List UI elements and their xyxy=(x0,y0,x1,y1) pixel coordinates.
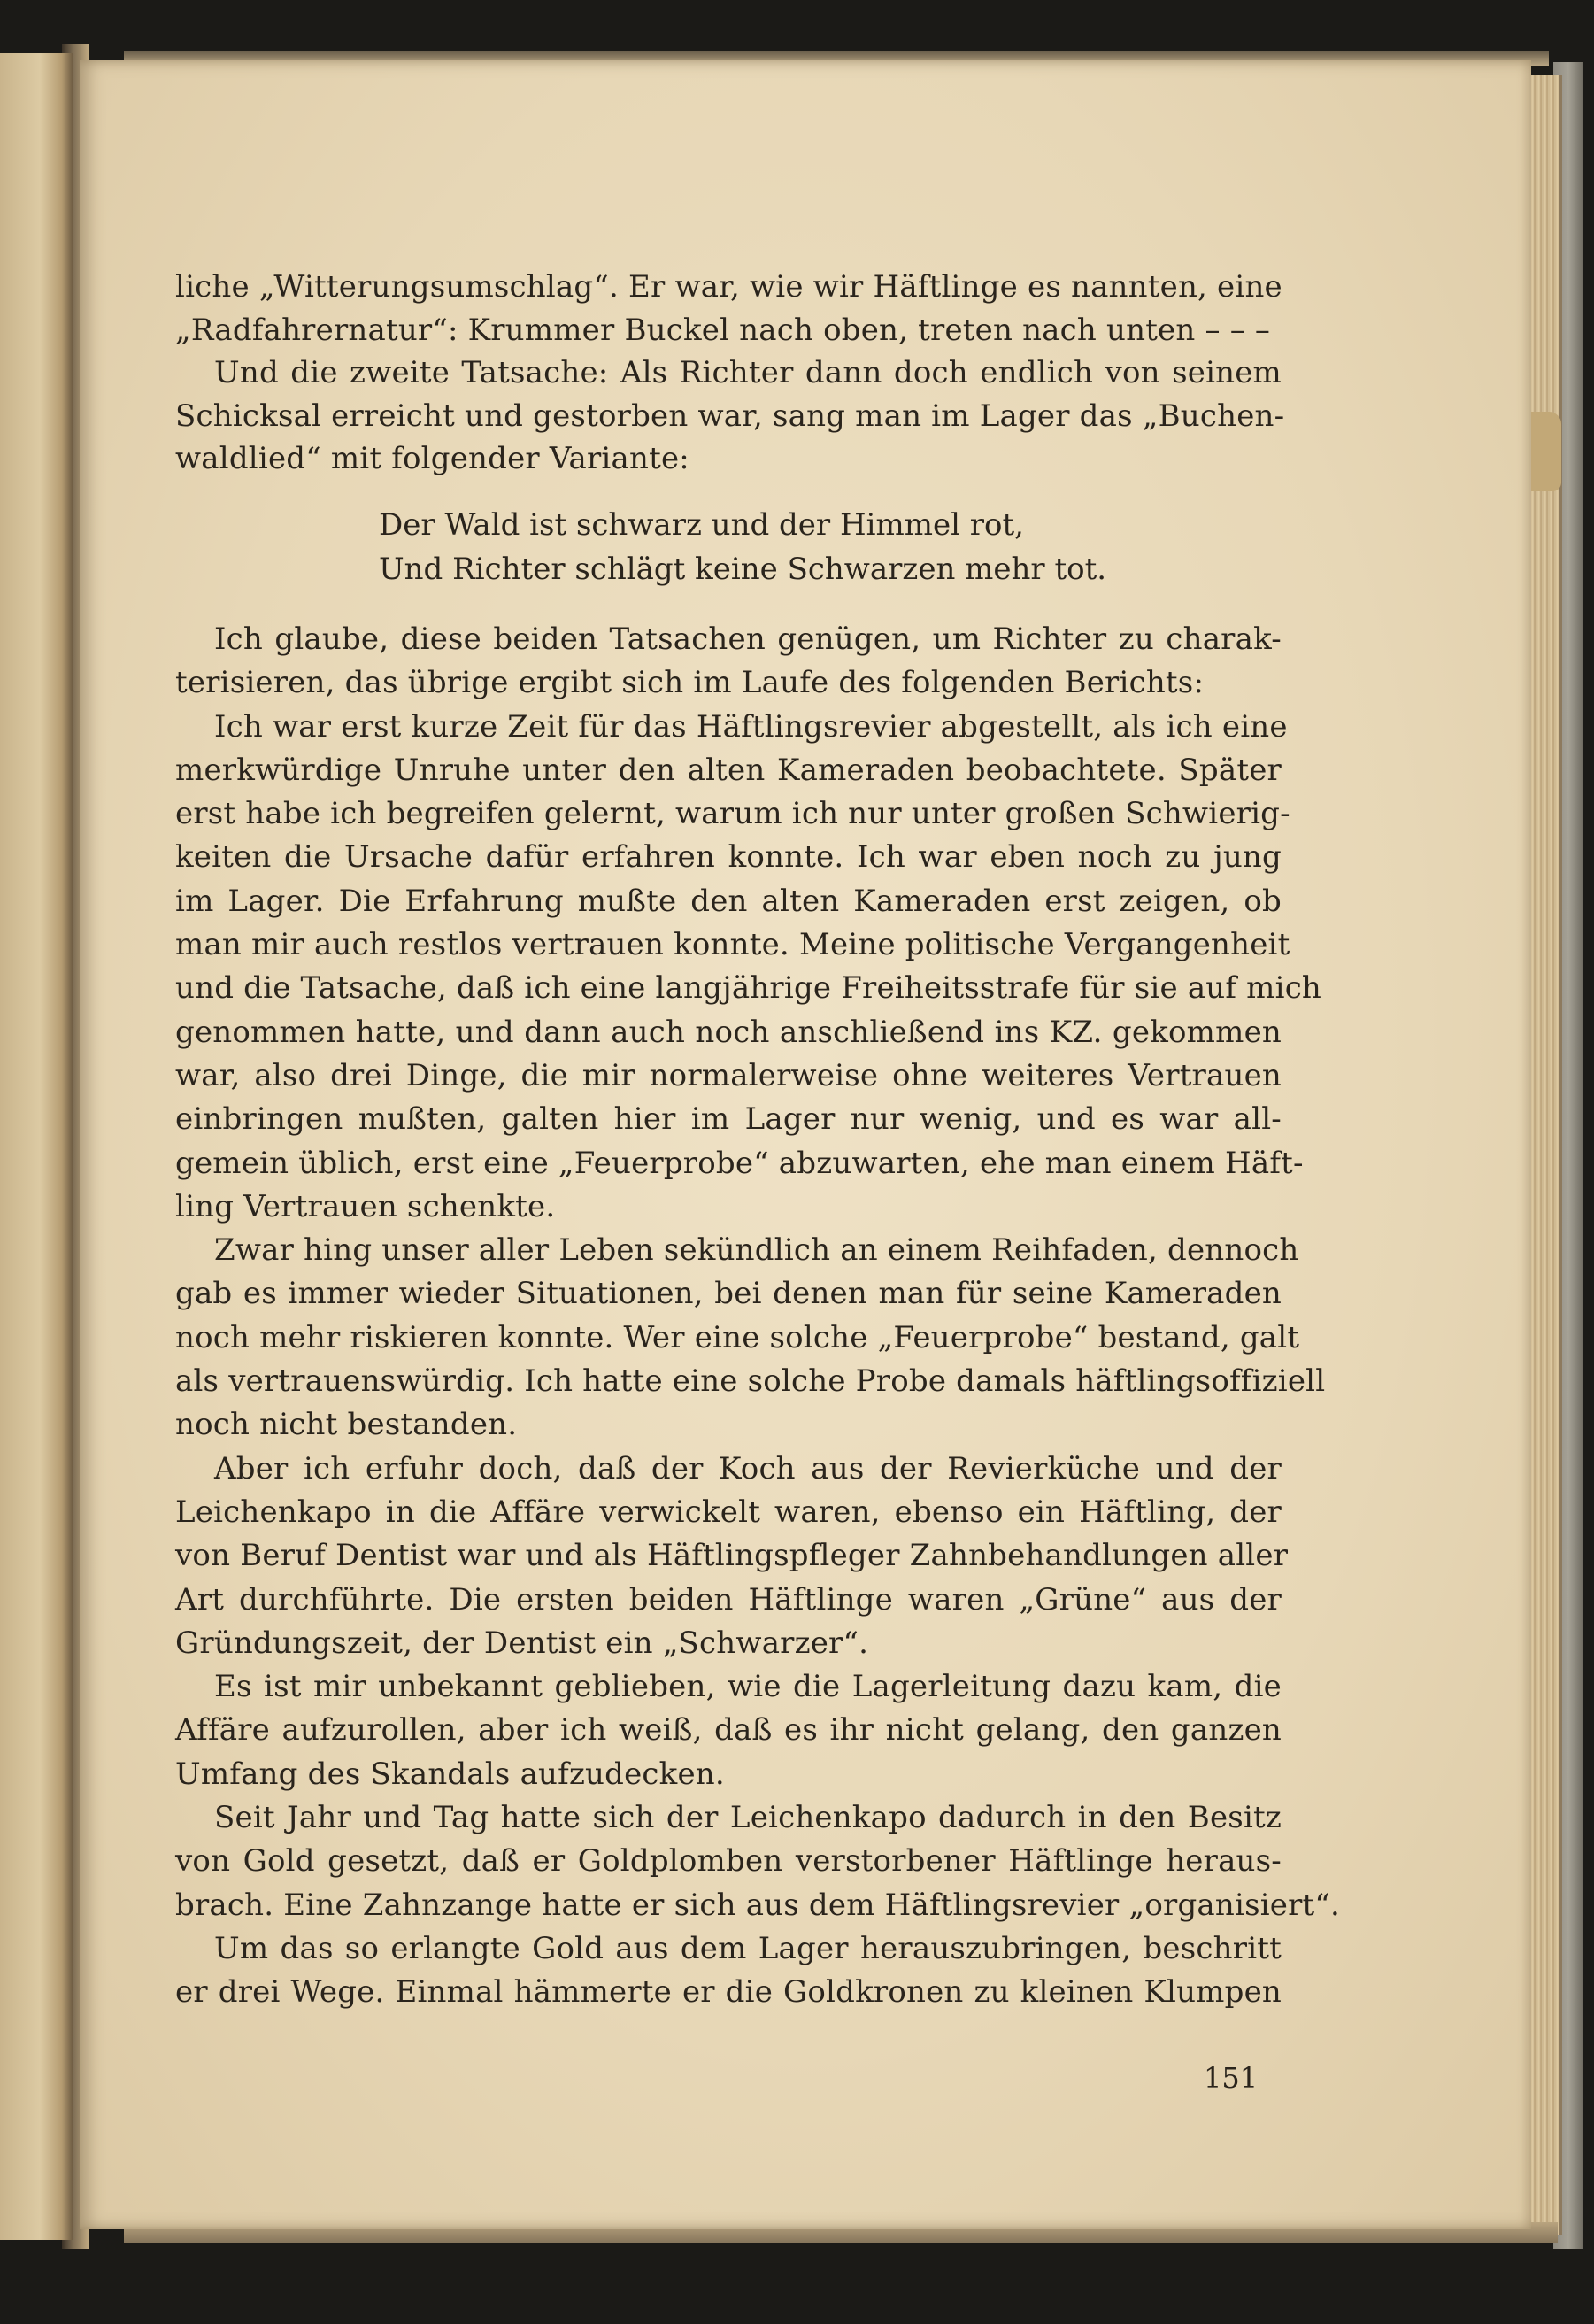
text-line: keiten die Ursache dafür erfahren konnte. Ich war eben noch zu jung xyxy=(175,839,1282,876)
text-line: er drei Wege. Einmal hämmerte er die Goldkronen zu kleinen Klumpen xyxy=(175,1974,1282,2011)
text-line: Leichenkapo in die Affäre verwickelt waren, ebenso ein Häftling, der xyxy=(175,1494,1282,1530)
text-line: einbringen mußten, galten hier im Lager nur wenig, und es war all- xyxy=(175,1101,1282,1138)
text-line: „Radfahrernatur“: Krummer Buckel nach oben, treten nach unten – – – xyxy=(175,312,1271,348)
intro-paragraph xyxy=(175,266,1285,481)
verse-line: Der Wald ist schwarz und der Himmel rot, xyxy=(379,507,1024,543)
text-line: Zwar hing unser aller Leben sekündlich an einem Reihfaden, dennoch xyxy=(214,1232,1299,1269)
text-line: Es ist mir unbekannt geblieben, wie die Lagerleitung dazu kam, die xyxy=(214,1669,1282,1705)
text-line: merkwürdige Unruhe unter den alten Kameraden beobachtete. Später xyxy=(175,752,1282,788)
text-line: genommen hatte, und dann auch noch anschließend ins KZ. gekommen xyxy=(175,1014,1282,1050)
left-page-edge xyxy=(0,53,73,2240)
text-line: erst habe ich begreifen gelernt, warum ich nur unter großen Schwierig- xyxy=(175,796,1290,832)
verse-block xyxy=(379,503,1106,591)
text-line: terisieren, das übrige ergibt sich im Laufe des folgenden Berichts: xyxy=(175,665,1205,701)
text-line: waldlied“ mit folgender Variante: xyxy=(175,441,689,477)
text-line: noch nicht bestanden. xyxy=(175,1407,518,1443)
text-line: Umfang des Skandals aufzudecken. xyxy=(175,1756,725,1792)
text-line: ling Vertrauen schenkte. xyxy=(175,1188,556,1224)
verse-line: Und Richter schlägt keine Schwarzen mehr tot. xyxy=(379,552,1107,587)
text-line: noch mehr riskieren konnte. Wer eine solche „Feuerprobe“ bestand, galt xyxy=(175,1319,1300,1355)
body-text xyxy=(175,618,1341,2015)
text-line: Art durchführte. Die ersten beiden Häftlinge waren „Grüne“ aus der xyxy=(175,1581,1282,1618)
text-line: Ich glaube, diese beiden Tatsachen genügen, um Richter zu charak- xyxy=(214,622,1282,657)
text-line: und die Tatsache, daß ich eine langjährige Freiheitsstrafe für sie auf mich xyxy=(175,970,1322,1007)
text-line: von Gold gesetzt, daß er Goldplomben verstorbener Häftlinge heraus- xyxy=(175,1843,1282,1880)
text-line: Seit Jahr und Tag hatte sich der Leichenkapo dadurch in den Besitz xyxy=(214,1800,1282,1836)
text-line: gemein üblich, erst eine „Feuerprobe“ abzuwarten, ehe man einem Häft- xyxy=(175,1145,1304,1181)
text-line: Schicksal erreicht und gestorben war, sang man im Lager das „Buchen- xyxy=(175,398,1285,434)
text-line: Affäre aufzurollen, aber ich weiß, daß es ihr nicht gelang, den ganzen xyxy=(175,1712,1282,1749)
text-line: Gründungszeit, der Dentist ein „Schwarzer“. xyxy=(175,1625,869,1661)
text-line: als vertrauenswürdig. Ich hatte eine solche Probe damals häftlingsoffiziell xyxy=(175,1363,1326,1400)
text-line: war, also drei Dinge, die mir normalerweise ohne weiteres Vertrauen xyxy=(175,1057,1282,1093)
text-line: gab es immer wieder Situationen, bei denen man für seine Kameraden xyxy=(175,1276,1282,1312)
text-line: man mir auch restlos vertrauen konnte. Meine politische Vergangenheit xyxy=(175,927,1290,963)
text-line: Aber ich erfuhr doch, daß der Koch aus der Revierküche und der xyxy=(214,1450,1282,1486)
text-line: liche „Witterungsumschlag“. Er war, wie wir Häftlinge es nannten, eine xyxy=(175,269,1282,305)
text-line: Ich war erst kurze Zeit für das Häftlingsrevier abgestellt, als ich eine xyxy=(214,708,1288,745)
text-line: Um das so erlangte Gold aus dem Lager herauszubringen, beschritt xyxy=(214,1930,1282,1966)
page-number: 151 xyxy=(1204,2061,1259,2095)
text-line: Und die zweite Tatsache: Als Richter dann doch endlich von seinem xyxy=(214,355,1282,391)
text-line: im Lager. Die Erfahrung mußte den alten Kameraden erst zeigen, ob xyxy=(175,883,1282,919)
text-line: von Beruf Dentist war und als Häftlingspfleger Zahnbehandlungen aller xyxy=(175,1538,1289,1574)
text-line: brach. Eine Zahnzange hatte er sich aus dem Häftlingsrevier „organisiert“. xyxy=(175,1887,1341,1923)
